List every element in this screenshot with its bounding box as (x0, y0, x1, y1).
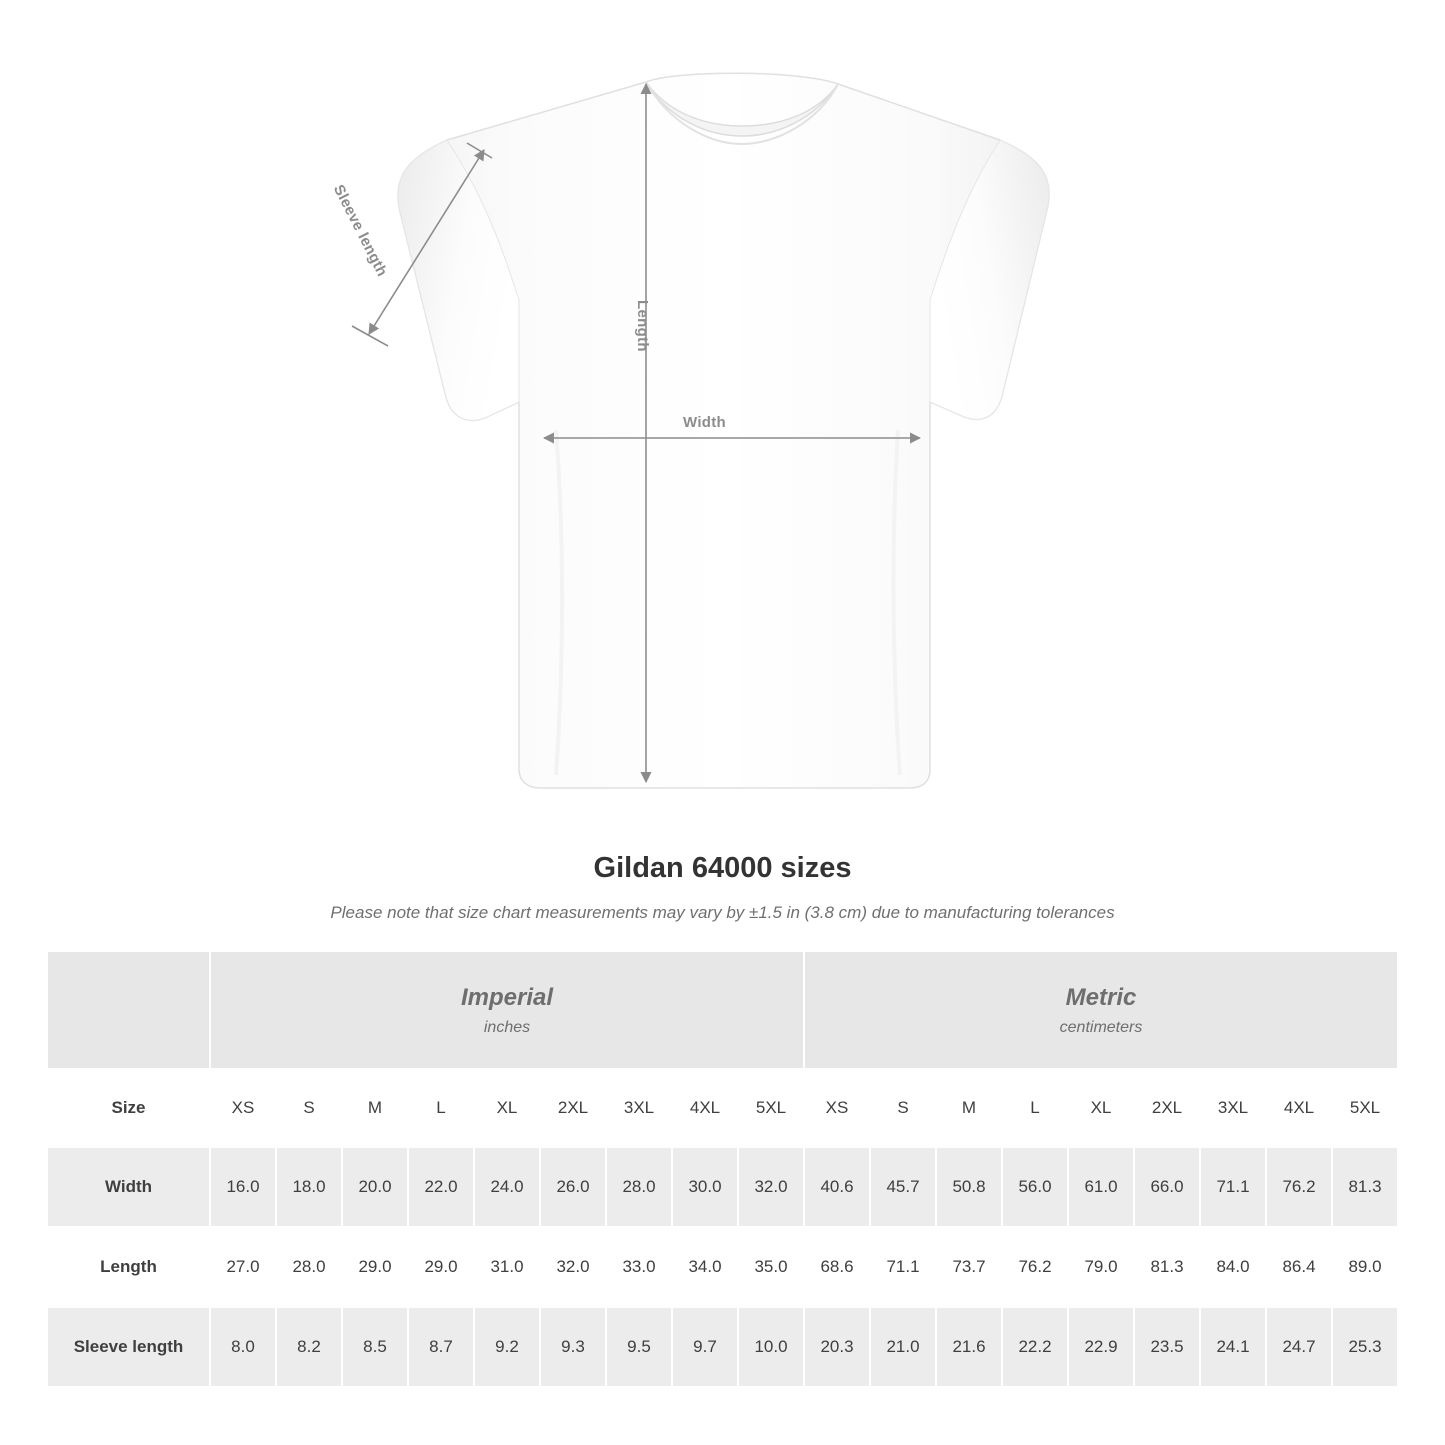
cell-sleeve-11: 21.6 (936, 1307, 1002, 1387)
table-row (47, 1227, 1398, 1307)
cell-width-15: 71.1 (1200, 1147, 1266, 1227)
size-col-4xl-met: 4XL (1266, 1069, 1332, 1147)
cell-sleeve-0: 8.0 (210, 1307, 276, 1387)
cell-width-1: 18.0 (276, 1147, 342, 1227)
size-col-4xl-imp: 4XL (672, 1069, 738, 1147)
cell-length-16: 86.4 (1266, 1227, 1332, 1307)
cell-length-15: 84.0 (1200, 1227, 1266, 1307)
cell-sleeve-5: 9.3 (540, 1307, 606, 1387)
length-label: Length (634, 300, 651, 352)
cell-sleeve-4: 9.2 (474, 1307, 540, 1387)
cell-width-2: 20.0 (342, 1147, 408, 1227)
cell-width-3: 22.0 (408, 1147, 474, 1227)
cell-sleeve-6: 9.5 (606, 1307, 672, 1387)
cell-sleeve-3: 8.7 (408, 1307, 474, 1387)
imperial-header (210, 951, 804, 1069)
size-col-s-met: S (870, 1069, 936, 1147)
cell-width-5: 26.0 (540, 1147, 606, 1227)
size-header-row (47, 1069, 1398, 1147)
size-col-2xl-met: 2XL (1134, 1069, 1200, 1147)
table-row (47, 1307, 1398, 1387)
cell-sleeve-8: 10.0 (738, 1307, 804, 1387)
cell-width-14: 66.0 (1134, 1147, 1200, 1227)
cell-length-9: 68.6 (804, 1227, 870, 1307)
cell-sleeve-7: 9.7 (672, 1307, 738, 1387)
row-label-width: Width (47, 1147, 210, 1227)
unit-header-row (47, 951, 1398, 1069)
cell-sleeve-15: 24.1 (1200, 1307, 1266, 1387)
tolerance-note: Please note that size chart measurements may vary by ±1.5 in (3.8 cm) due to manufacturing tolerances (330, 903, 1115, 922)
cell-length-0: 27.0 (210, 1227, 276, 1307)
size-col-m-imp: M (342, 1069, 408, 1147)
cell-length-4: 31.0 (474, 1227, 540, 1307)
cell-length-13: 79.0 (1068, 1227, 1134, 1307)
cell-sleeve-2: 8.5 (342, 1307, 408, 1387)
cell-length-8: 35.0 (738, 1227, 804, 1307)
cell-width-9: 40.6 (804, 1147, 870, 1227)
cell-sleeve-17: 25.3 (1332, 1307, 1398, 1387)
cell-sleeve-9: 20.3 (804, 1307, 870, 1387)
cell-width-17: 81.3 (1332, 1147, 1398, 1227)
imperial-name: Imperial (460, 984, 554, 1011)
cell-length-7: 34.0 (672, 1227, 738, 1307)
cell-width-12: 56.0 (1002, 1147, 1068, 1227)
page-title: Gildan 64000 sizes (593, 852, 852, 884)
size-col-5xl-imp: 5XL (738, 1069, 804, 1147)
cell-width-7: 30.0 (672, 1147, 738, 1227)
size-col-s-imp: S (276, 1069, 342, 1147)
cell-width-0: 16.0 (210, 1147, 276, 1227)
cell-length-14: 81.3 (1134, 1227, 1200, 1307)
cell-length-12: 76.2 (1002, 1227, 1068, 1307)
cell-width-8: 32.0 (738, 1147, 804, 1227)
metric-unit: centimeters (1059, 1019, 1143, 1036)
metric-header (804, 951, 1398, 1069)
cell-sleeve-13: 22.9 (1068, 1307, 1134, 1387)
size-col-xs-imp: XS (210, 1069, 276, 1147)
size-col-5xl-met: 5XL (1332, 1069, 1398, 1147)
width-label: Width (683, 414, 727, 431)
size-col-2xl-imp: 2XL (540, 1069, 606, 1147)
size-col-xl-met: XL (1068, 1069, 1134, 1147)
size-table-container (46, 950, 1399, 1388)
size-table (46, 950, 1399, 1388)
sleeve-length-label: Sleeve length (329, 182, 391, 280)
cell-width-6: 28.0 (606, 1147, 672, 1227)
size-col-xl-imp: XL (474, 1069, 540, 1147)
cell-width-4: 24.0 (474, 1147, 540, 1227)
row-label-sleeve-length: Sleeve length (47, 1307, 210, 1387)
size-col-3xl-met: 3XL (1200, 1069, 1266, 1147)
cell-width-11: 50.8 (936, 1147, 1002, 1227)
cell-length-10: 71.1 (870, 1227, 936, 1307)
size-col-m-met: M (936, 1069, 1002, 1147)
cell-sleeve-14: 23.5 (1134, 1307, 1200, 1387)
cell-width-10: 45.7 (870, 1147, 936, 1227)
unit-header-spacer (47, 951, 210, 1069)
metric-name: Metric (1065, 984, 1137, 1011)
cell-sleeve-1: 8.2 (276, 1307, 342, 1387)
cell-width-13: 61.0 (1068, 1147, 1134, 1227)
cell-length-17: 89.0 (1332, 1227, 1398, 1307)
size-col-3xl-imp: 3XL (606, 1069, 672, 1147)
size-col-xs-met: XS (804, 1069, 870, 1147)
table-row (47, 1147, 1398, 1227)
cell-length-6: 33.0 (606, 1227, 672, 1307)
cell-length-1: 28.0 (276, 1227, 342, 1307)
size-col-l-imp: L (408, 1069, 474, 1147)
cell-length-5: 32.0 (540, 1227, 606, 1307)
imperial-unit: inches (483, 1019, 531, 1036)
cell-length-11: 73.7 (936, 1227, 1002, 1307)
cell-sleeve-12: 22.2 (1002, 1307, 1068, 1387)
cell-width-16: 76.2 (1266, 1147, 1332, 1227)
size-col-l-met: L (1002, 1069, 1068, 1147)
row-label-length: Length (47, 1227, 210, 1307)
cell-length-2: 29.0 (342, 1227, 408, 1307)
cell-sleeve-10: 21.0 (870, 1307, 936, 1387)
cell-sleeve-16: 24.7 (1266, 1307, 1332, 1387)
size-row-label: Size (47, 1069, 210, 1147)
cell-length-3: 29.0 (408, 1227, 474, 1307)
